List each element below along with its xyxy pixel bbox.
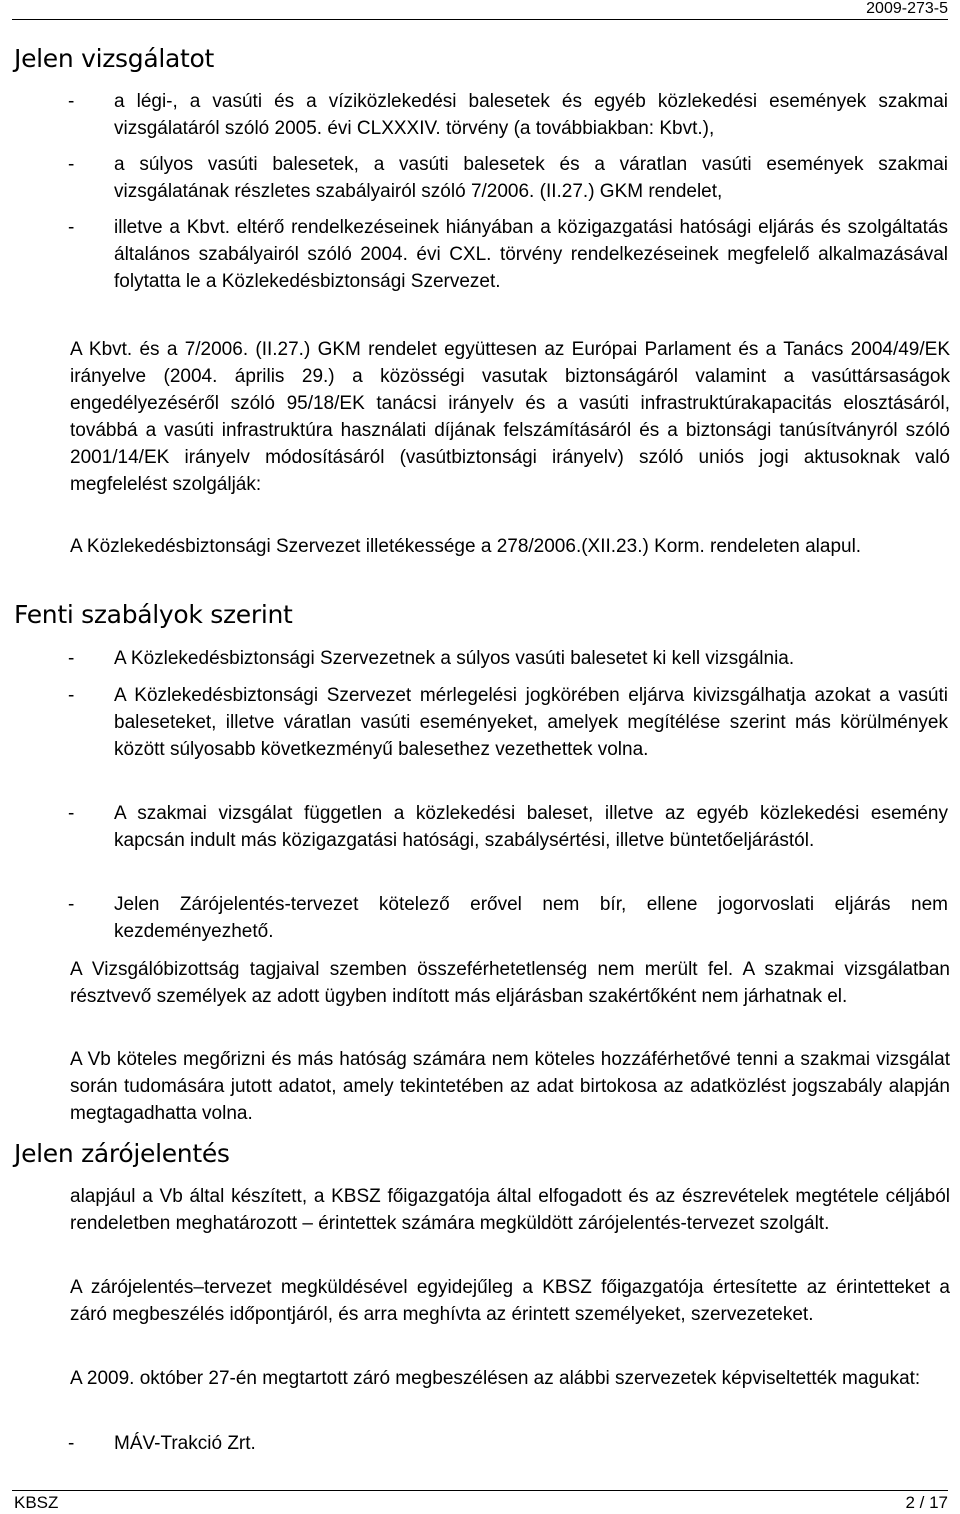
list-item: - A Közlekedésbiztonsági Szervezetnek a súlyos vasúti balesetet ki kell vizsgálnia. bbox=[68, 648, 795, 669]
list-item: - MÁV-Trakció Zrt. bbox=[68, 1433, 256, 1454]
list-item: - illetve a Kbvt. eltérő rendelkezéseinek hiányában a közigazgatási hatósági eljárás és szolgáltatás általános szabályairól szóló 2004. évi CXL. törvény rendelkezéseinek megfelelő alkalmazásával folytatta le a Közlekedésbiztonsági Szervezet. bbox=[68, 217, 948, 292]
header-rule bbox=[12, 19, 948, 20]
list-item: - Jelen Zárójelentés-tervezet kötelező erővel nem bír, ellene jogorvoslati eljárás nem kezdeményezhető. bbox=[68, 894, 948, 942]
heading-fenti-szabalyok: Fenti szabályok szerint bbox=[14, 600, 293, 629]
paragraph: A Közlekedésbiztonsági Szervezet illetékessége a 278/2006.(XII.23.) Korm. rendeleten alapul. bbox=[70, 536, 862, 557]
paragraph: A Vizsgálóbizottság tagjaival szemben összeférhetetlenség nem merült fel. A szakmai vizsgálatban résztvevő személyek az adott ügyben indított más eljárásban szakértőként nem járhatnak el. bbox=[70, 959, 950, 1007]
paragraph: alapjául a Vb által készített, a KBSZ főigazgatója által elfogadott és az észrevételek megtétele céljából rendeletben meghatározott – érintettek számára megküldött zárójelentés-tervezet szolgált. bbox=[70, 1186, 950, 1234]
list-item: - A Közlekedésbiztonsági Szervezet mérlegelési jogkörében eljárva kivizsgálhatja azokat a vasúti baleseteket, illetve váratlan vasúti eseményeket, amelyek megítélése szerint más körülmények között súlyosabb következményű balesethez vezethettek volna. bbox=[68, 685, 948, 760]
paragraph: A zárójelentés–tervezet megküldésével egyidejűleg a KBSZ főigazgatója értesítette az érintetteket a záró megbeszélés időpontjáról, és arra meghívta az érintett személyeket, szervezeteket. bbox=[70, 1277, 950, 1325]
footer-organization: KBSZ bbox=[14, 1493, 59, 1512]
heading-jelen-zarojelentes: Jelen zárójelentés bbox=[14, 1139, 230, 1168]
list-item: - a légi-, a vasúti és a víziközlekedési balesetek és egyéb közlekedési események szakmai vizsgálatáról szóló 2005. évi CLXXXIV. törvény (a továbbiakban: Kbvt.), bbox=[68, 91, 948, 139]
document-id: 2009-273-5 bbox=[866, 0, 948, 17]
footer-rule bbox=[12, 1490, 948, 1491]
paragraph: A 2009. október 27-én megtartott záró megbeszélésen az alábbi szervezetek képviseltették magukat: bbox=[70, 1368, 921, 1389]
heading-jelen-vizsgalatot: Jelen vizsgálatot bbox=[14, 44, 215, 73]
list-item: - a súlyos vasúti balesetek, a vasúti balesetek és a váratlan vasúti események szakmai vizsgálatának részletes szabályairól szóló 7/2006. (II.27.) GKM rendelet, bbox=[68, 154, 948, 202]
paragraph: A Vb köteles megőrizni és más hatóság számára nem köteles hozzáférhetővé tenni a szakmai vizsgálat során tudomására jutott adatot, amely tekintetében az adat birtokosa az adatközlést jogszabály alapján megtagadhatta volna. bbox=[70, 1049, 950, 1124]
page-number: 2 / 17 bbox=[905, 1493, 948, 1512]
paragraph: A Kbvt. és a 7/2006. (II.27.) GKM rendelet együttesen az Európai Parlament és a Tanács 2004/49/EK irányelve (2004. április 29.) a közösségi vasutak biztonságáról valamint a vasúttársaságok engedélyezéséről szóló 95/18/EK tanácsi irányelv és a vasúti infrastruktúrakapacitás elosztásáról, továbbá a vasúti infrastruktúra használati díjának felszámításáról és a biztonsági tanúsítványról szóló 2001/14/EK irányelv módosításáról (vasútbiztonsági irányelv) szóló uniós jogi aktusoknak való megfelelést szolgálják: bbox=[70, 339, 950, 495]
list-item: - A szakmai vizsgálat független a közlekedési baleset, illetve az egyéb közlekedési esemény kapcsán indult más közigazgatási hatósági, szabálysértési, illetve büntetőeljárástól. bbox=[68, 803, 948, 851]
